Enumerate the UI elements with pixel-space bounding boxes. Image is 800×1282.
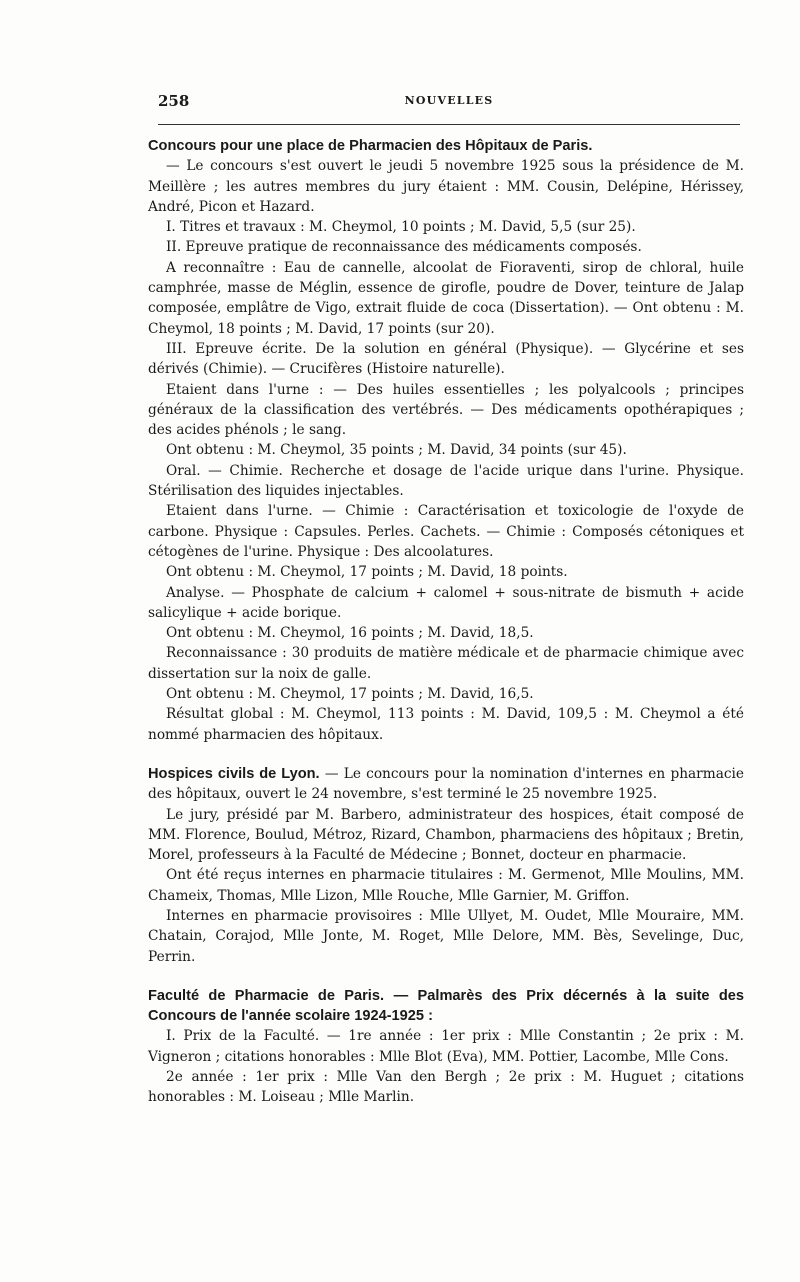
- paragraph: Ont obtenu : M. Cheymol, 16 points ; M. David, 18,5.: [166, 625, 534, 642]
- paragraph: Ont obtenu : M. Cheymol, 17 points ; M. David, 16,5.: [166, 686, 534, 703]
- paragraph: — Le concours pour la nomination d'internes en pharmacie des hôpitaux, ouvert le 24 novembre, s'est terminé le 25 novembre 1925.: [148, 765, 745, 803]
- page-header: [158, 92, 740, 114]
- section-subtitle: — Palmarès des Prix décernés à la suite des Concours de l'année scolaire 1924-1925 :: [148, 987, 745, 1025]
- section-faculte-pharmacie: [148, 986, 744, 1108]
- paragraph: Reconnaissance : 30 produits de matière médicale et de pharmacie chimique avec dissertation sur la noix de galle.: [148, 645, 744, 682]
- paragraph: III. Epreuve écrite. De la solution en général (Physique). — Glycérine et ses dérivés (Chimie). — Crucifères (Histoire naturelle).: [148, 340, 744, 378]
- section-concours-paris: [148, 136, 744, 745]
- section-hospices-lyon: [148, 764, 744, 967]
- paragraph: Résultat global : M. Cheymol, 113 points : M. David, 109,5 : M. Cheymol a été nommé pharmacien des hôpitaux.: [148, 706, 744, 743]
- section-lead-paragraph: [148, 764, 744, 805]
- paragraph: I. Prix de la Faculté. — 1re année : 1er prix : Mlle Constantin ; 2e prix : M. Vigneron ; citations honorables : Mlle Blot (Eva), MM. Pottier, Lacombe, Mlle Cons.: [148, 1028, 744, 1065]
- paragraph: A reconnaître : Eau de cannelle, alcoolat de Fioraventi, sirop de chloral, huile camphrée, masse de Méglin, essence de girofle, poudre de Dover, teinture de Jalap composée, emplâtre de Vigo, extrait fluide de coca (Dissertation). — Ont obtenu : M. Cheymol, 18 points ; M. David, 17 points (sur 20).: [148, 259, 744, 337]
- paragraph: Ont obtenu : M. Cheymol, 35 points ; M. David, 34 points (sur 45).: [166, 442, 627, 459]
- paragraph: 2e année : 1er prix : Mlle Van den Bergh ; 2e prix : M. Huguet ; citations honorables : M. Loiseau ; Mlle Marlin.: [148, 1069, 744, 1106]
- paragraph: I. Titres et travaux : M. Cheymol, 10 points ; M. David, 5,5 (sur 25).: [166, 219, 636, 236]
- paragraph: Ont été reçus internes en pharmacie titulaires : M. Germenot, Mlle Moulins, MM. Chameix, Thomas, Mlle Lizon, Mlle Rouche, Mlle Garnier, M. Griffon.: [148, 867, 744, 904]
- running-title: NOUVELLES: [404, 94, 494, 107]
- page-number: 258: [158, 92, 190, 110]
- paragraph: Etaient dans l'urne : — Des huiles essentielles ; les polyalcools ; principes généraux de la classification des vertébrés. — Des médicaments opothérapiques ; des acides phénols ; le sang.: [148, 381, 744, 439]
- section-heading: [148, 136, 744, 156]
- paragraph: II. Epreuve pratique de reconnaissance des médicaments composés.: [166, 239, 642, 256]
- paragraph: Analyse. — Phosphate de calcium + calomel + sous-nitrate de bismuth + acide salicylique + acide borique.: [148, 584, 744, 621]
- header-rule: [158, 124, 740, 125]
- paragraph: — Le concours s'est ouvert le jeudi 5 novembre 1925 sous la présidence de M. Meillère ; les autres membres du jury étaient : MM. Cousin, Delépine, Hérissey, André, Picon et Hazard.: [148, 158, 744, 215]
- article-body: [148, 136, 744, 1108]
- paragraph: Internes en pharmacie provisoires : Mlle Ullyet, M. Oudet, Mlle Mouraire, MM. Chatain, Corajod, Mlle Jonte, M. Roget, Mlle Delore, MM. Bès, Sevelinge, Duc, Perrin.: [148, 907, 744, 965]
- section-title: Concours pour une place de Pharmacien des Hôpitaux de Paris.: [148, 138, 593, 154]
- paragraph: Le jury, présidé par M. Barbero, administrateur des hospices, était composé de MM. Florence, Boulud, Métroz, Rizard, Chambon, pharmaciens des hôpitaux ; Bretin, Morel, professeurs à la Faculté de Médecine ; Bonnet, docteur en pharmacie.: [148, 806, 744, 864]
- section-lead-paragraph: [148, 986, 744, 1027]
- section-title: Hospices civils de Lyon.: [148, 765, 320, 782]
- paragraph: Etaient dans l'urne. — Chimie : Caractérisation et toxicologie de l'oxyde de carbone. Physique : Capsules. Perles. Cachets. — Chimie : Composés cétoniques et cétogènes de l'urine. Physique : Des alcoolatures.: [148, 503, 744, 560]
- paragraph: Oral. — Chimie. Recherche et dosage de l'acide urique dans l'urine. Physique. Stérilisation des liquides injectables.: [148, 462, 744, 500]
- section-title: Faculté de Pharmacie de Paris.: [148, 987, 385, 1004]
- paragraph: Ont obtenu : M. Cheymol, 17 points ; M. David, 18 points.: [166, 564, 568, 581]
